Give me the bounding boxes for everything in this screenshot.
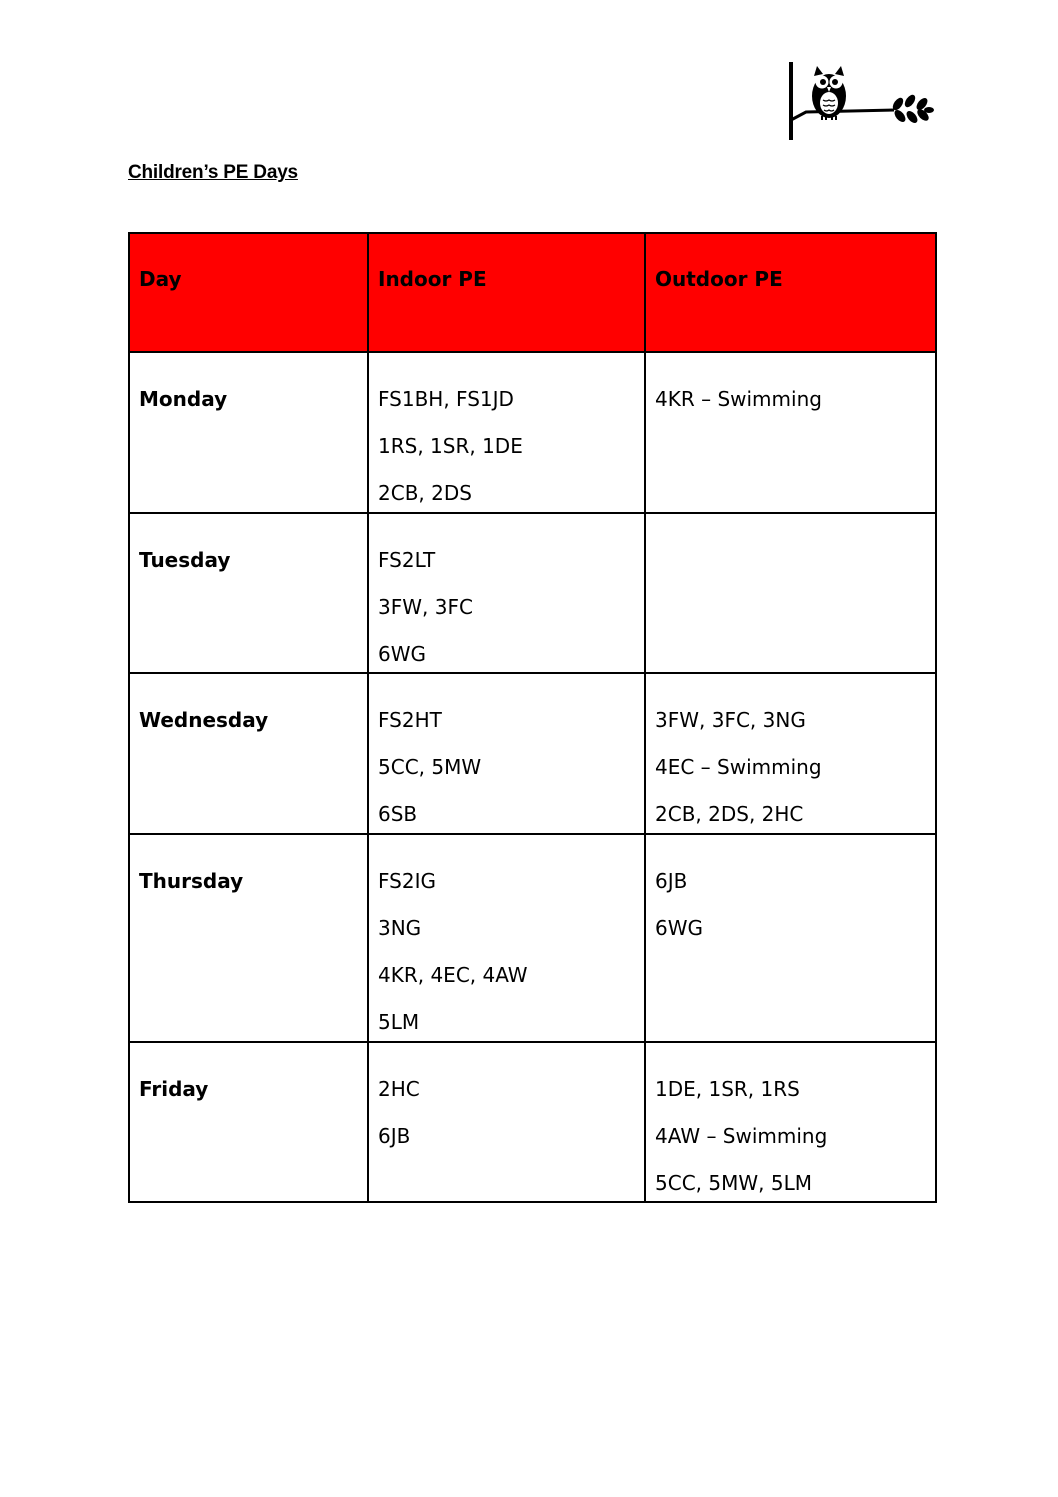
day-label: Wednesday	[139, 708, 269, 732]
outdoor-class-list: 3FW, 3FC, 3NG	[655, 708, 806, 732]
table-row-friday	[129, 1042, 936, 1202]
indoor-class-list: 6JB	[378, 1124, 411, 1148]
outdoor-class-list: 4KR – Swimming	[655, 387, 822, 411]
indoor-pe-cell	[368, 673, 645, 834]
outdoor-class-list: 4AW – Swimming	[655, 1124, 828, 1148]
column-header-day: Day	[129, 233, 368, 352]
day-cell	[129, 673, 368, 834]
table-header-row	[129, 233, 936, 352]
pe-schedule-table	[128, 232, 937, 1203]
indoor-class-list: 1RS, 1SR, 1DE	[378, 434, 523, 458]
outdoor-pe-cell	[645, 513, 936, 673]
outdoor-class-list: 6WG	[655, 916, 703, 940]
day-label: Tuesday	[139, 548, 231, 572]
owl-on-branch-icon	[786, 60, 934, 142]
indoor-pe-cell	[368, 352, 645, 513]
indoor-class-list: FS2HT	[378, 708, 442, 732]
outdoor-pe-cell	[645, 834, 936, 1042]
day-label: Friday	[139, 1077, 209, 1101]
outdoor-pe-cell	[645, 673, 936, 834]
indoor-class-list: FS2IG	[378, 869, 436, 893]
outdoor-class-list: 5CC, 5MW, 5LM	[655, 1171, 812, 1195]
indoor-class-list: 3FW, 3FC	[378, 595, 473, 619]
indoor-class-list: 4KR, 4EC, 4AW	[378, 963, 528, 987]
table-row-tuesday	[129, 513, 936, 673]
indoor-class-list: 6SB	[378, 802, 418, 826]
day-cell	[129, 1042, 368, 1202]
day-cell	[129, 834, 368, 1042]
indoor-class-list: 3NG	[378, 916, 422, 940]
indoor-class-list: FS2LT	[378, 548, 436, 572]
table-row-thursday	[129, 834, 936, 1042]
outdoor-class-list: 1DE, 1SR, 1RS	[655, 1077, 800, 1101]
day-label: Thursday	[139, 869, 244, 893]
indoor-pe-cell	[368, 834, 645, 1042]
day-cell	[129, 352, 368, 513]
indoor-class-list: 2CB, 2DS	[378, 481, 472, 505]
indoor-class-list: 2HC	[378, 1077, 420, 1101]
column-header-indoor-pe: Indoor PE	[368, 233, 645, 352]
outdoor-pe-cell	[645, 1042, 936, 1202]
day-cell	[129, 513, 368, 673]
indoor-class-list: 5LM	[378, 1010, 420, 1034]
indoor-class-list: FS1BH, FS1JD	[378, 387, 514, 411]
outdoor-class-list: 6JB	[655, 869, 688, 893]
indoor-pe-cell	[368, 1042, 645, 1202]
indoor-class-list: 5CC, 5MW	[378, 755, 482, 779]
table-row-monday	[129, 352, 936, 513]
column-header-outdoor-pe: Outdoor PE	[645, 233, 936, 352]
table-row-wednesday	[129, 673, 936, 834]
indoor-class-list: 6WG	[378, 642, 426, 666]
outdoor-class-list: 2CB, 2DS, 2HC	[655, 802, 804, 826]
page-title: Children’s PE Days	[128, 162, 298, 183]
indoor-pe-cell	[368, 513, 645, 673]
outdoor-class-list: 4EC – Swimming	[655, 755, 822, 779]
day-label: Monday	[139, 387, 228, 411]
outdoor-pe-cell	[645, 352, 936, 513]
